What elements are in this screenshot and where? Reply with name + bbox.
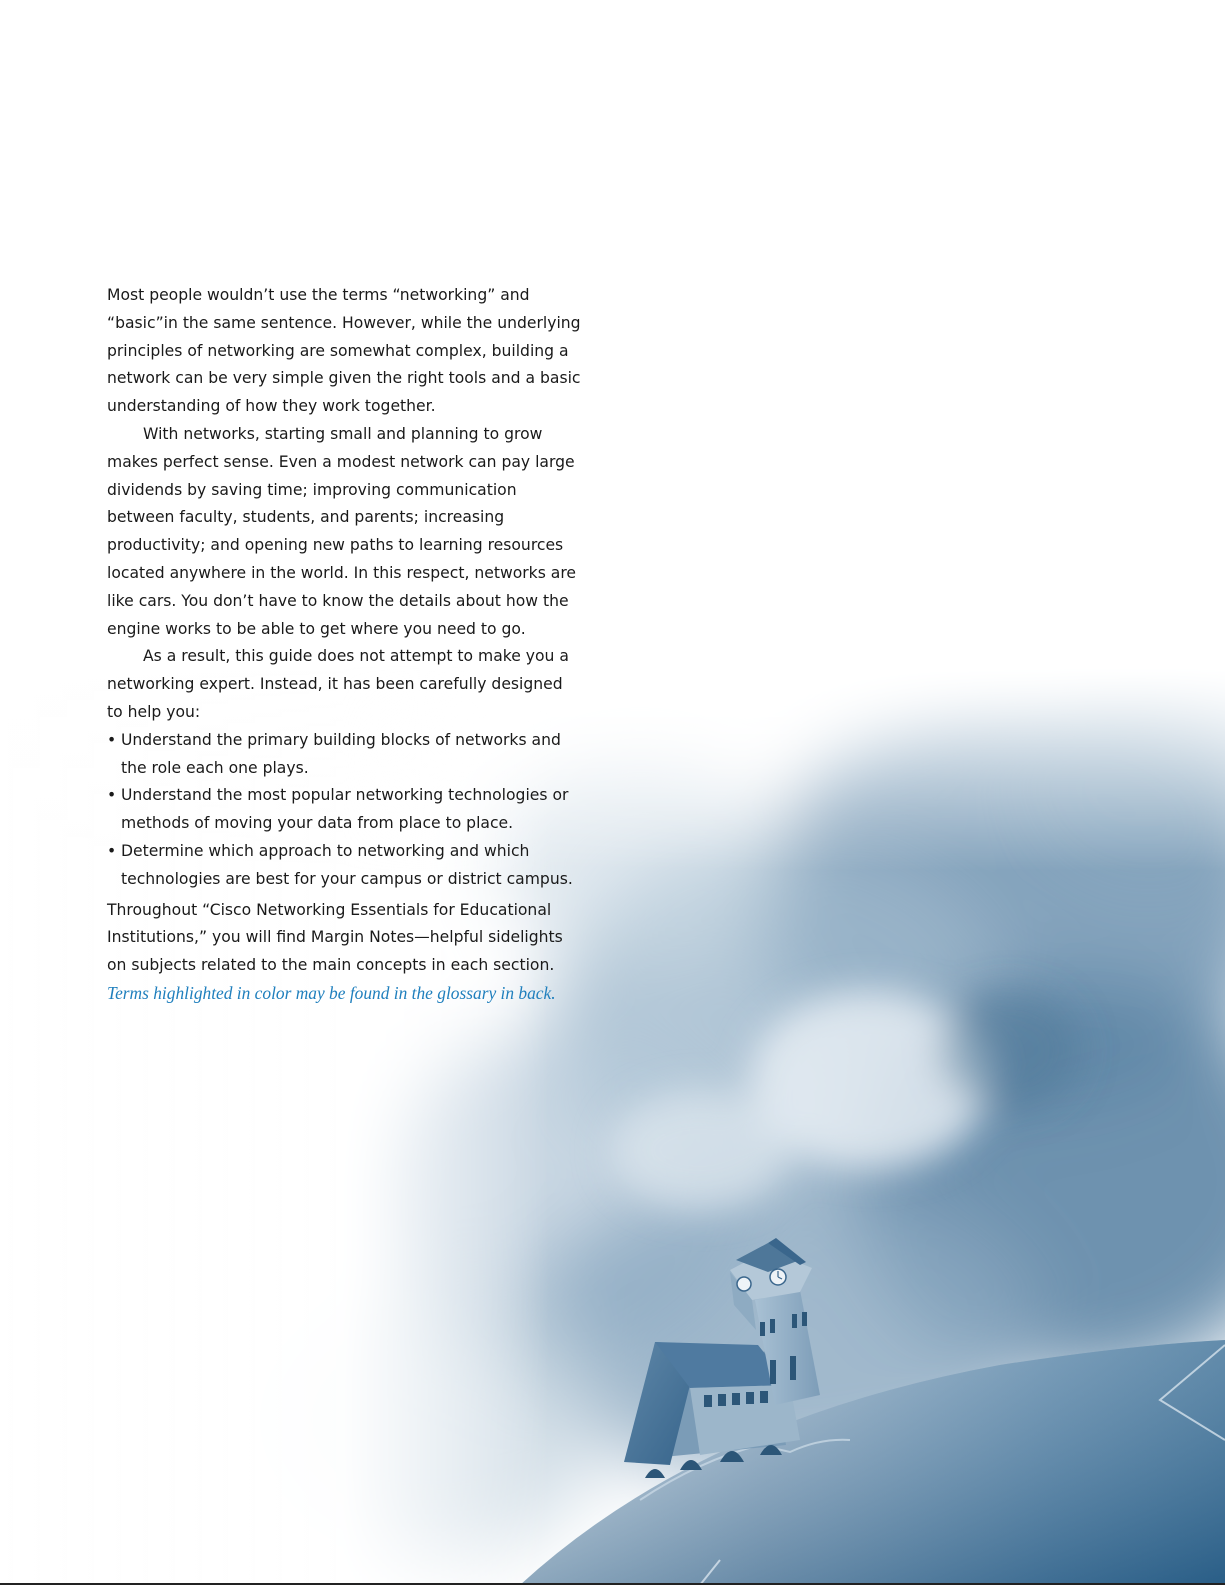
clock-icon [737, 1277, 751, 1291]
goals-list [107, 727, 582, 894]
glossary-note: Terms highlighted in color may be found in the glossary in back. [107, 982, 556, 1003]
intro-paragraph: Most people wouldn’t use the terms “networking” and “basic”in the same sentence. However, while the underlying principles of networking are somewhat complex, building a network can be very simple given the right tools and a basic understanding of how they work together. [107, 286, 581, 416]
list-item: • Determine which approach to networking and which technologies are best for your campus or district campus. [107, 838, 582, 894]
margin-notes-paragraph: Throughout “Cisco Networking Essentials for Educational Institutions,” you will find Margin Notes—helpful sidelights on subjects related to the main concepts in each section. [107, 900, 563, 975]
guide-purpose-paragraph: As a result, this guide does not attempt to make you a networking expert. Instead, it has been carefully designed to help you: [107, 647, 569, 721]
bullet-icon: • [107, 730, 117, 749]
body-text [107, 282, 582, 1008]
list-item: • Understand the primary building blocks of networks and the role each one plays. [107, 727, 582, 783]
bullet-icon: • [107, 786, 117, 805]
networks-paragraph: With networks, starting small and planning to grow makes perfect sense. Even a modest network can pay large dividends by saving time; improving communication between faculty, students, and parents; increasing productivity; and opening new paths to learning resources located anywhere in the world. In this respect, networks are like cars. You don’t have to know the details about how the engine works to be able to get where you need to go. [107, 424, 577, 638]
list-item: • Understand the most popular networking technologies or methods of moving your data from place to place. [107, 782, 582, 838]
bullet-icon: • [107, 841, 117, 860]
